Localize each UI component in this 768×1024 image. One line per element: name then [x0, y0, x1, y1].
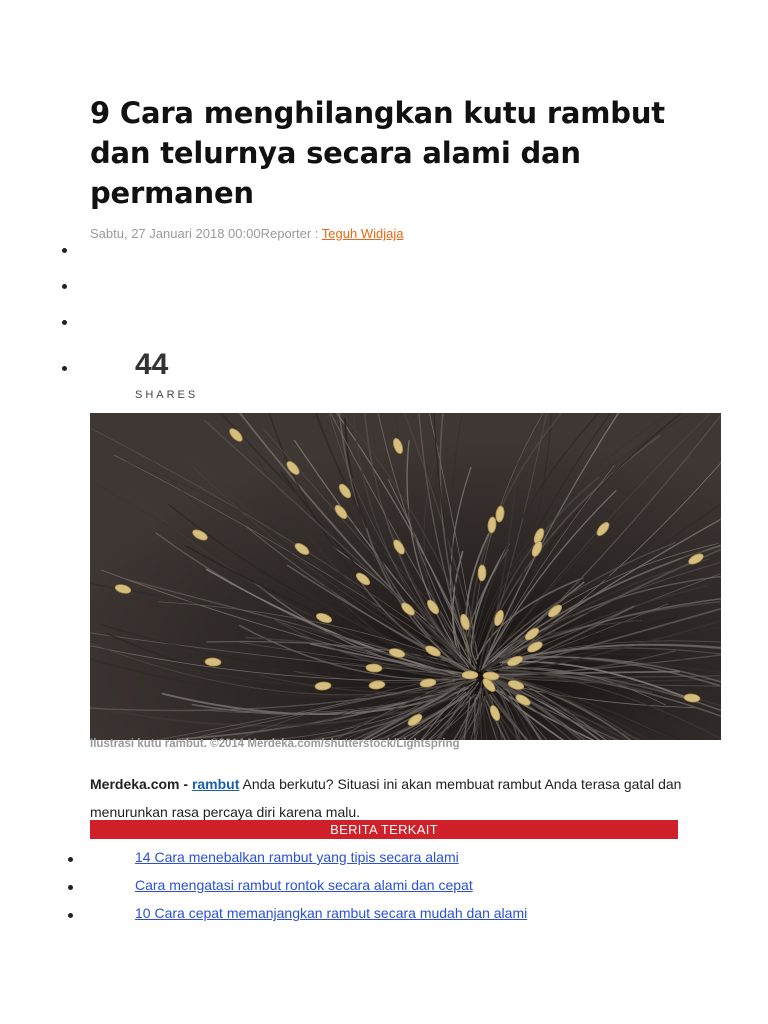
share-count-item	[62, 366, 72, 376]
bullet-dot-icon	[62, 320, 67, 325]
reporter-link[interactable]: Teguh Widjaja	[321, 226, 404, 241]
related-heading: BERITA TERKAIT	[90, 820, 678, 839]
article-image	[90, 413, 721, 740]
related-link[interactable]: 10 Cara cepat memanjangkan rambut secara mudah dan alami	[135, 905, 528, 921]
related-link[interactable]: Cara mengatasi rambut rontok secara alami dan cepat	[135, 877, 473, 893]
nit-egg	[478, 565, 486, 581]
bullet-dot-icon	[62, 248, 67, 253]
nit-egg	[462, 671, 478, 679]
lead-tag-link[interactable]: rambut	[191, 776, 240, 792]
bullet-dot-icon	[62, 366, 67, 371]
share-item[interactable]	[62, 248, 72, 258]
bullet-dot-icon	[68, 857, 73, 862]
lead-source: Merdeka.com -	[90, 776, 192, 792]
article-lead	[90, 770, 690, 826]
share-item[interactable]	[62, 320, 72, 330]
bullet-dot-icon	[68, 913, 73, 918]
share-item[interactable]	[62, 284, 72, 294]
bullet-dot-icon	[68, 885, 73, 890]
article-title: 9 Cara menghilangkan kutu rambut dan telurnya secara alami dan permanen	[90, 96, 665, 210]
article-meta	[90, 226, 403, 241]
bullet-dot-icon	[62, 284, 67, 289]
reporter-label: Reporter :	[260, 226, 322, 241]
lead-text: Anda berkutu? Situasi ini akan membuat rambut Anda terasa gatal dan menurunkan rasa percaya diri karena malu.	[90, 776, 682, 820]
share-count: 44	[135, 348, 169, 381]
image-caption: Ilustrasi kutu rambut. ©2014 Merdeka.com/shutterstock/Lightspring	[90, 738, 460, 750]
hair-lice-photo	[90, 413, 721, 740]
share-label: SHARES	[135, 389, 199, 401]
related-link[interactable]: 14 Cara menebalkan rambut yang tipis secara alami	[135, 849, 459, 865]
article-date: Sabtu, 27 Januari 2018 00:00	[90, 226, 261, 241]
